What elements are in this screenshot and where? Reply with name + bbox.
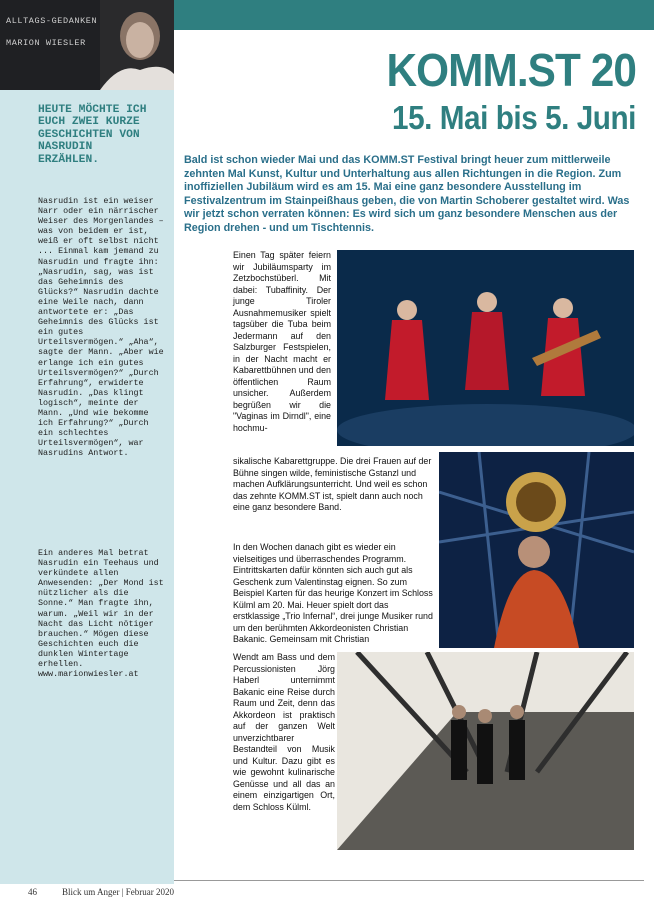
photo-stage-trio — [337, 250, 634, 446]
article-lead: Bald ist schon wieder Mai und das KOMM.ST Festival bringt heuer zum mittlerweile zehnten Mal Kunst, Kultur und Unterhaltung aus allen Richtungen in die Region. Zum inoffiziellen Jubiläum wird es am 15. Mai eine ganz besondere Ausstellung im Festivalzentrum im Stainpeißhaus geben, die von Martin Schoberer gestaltet wird. Was wir jetzt schon verraten können: Es wird sich um ganz besondere Menschen aus der Region drehen - und um Tischtennis. — [184, 154, 630, 234]
article-body-1: Einen Tag später feiern wir Jubiläumsparty im Zetzbochstüberl. Mit dabei: Tubaffinity. Der junge Tiroler Ausnahmemusiker spielt tagsüber die Tuba beim Jedermann auf den Salzburger Festspielen, in der Nacht macht er Kabarettbühnen und den öffentlichen Raum unsicher. Außerdem begrüßen wir die "Vaginas im Dirndl", eine hochmu- — [233, 250, 331, 433]
column-story-2: Ein anderes Mal betrat Nasrudin ein Teehaus und verkündete allen Anwesenden: „Der Mond ist nützlicher als die Sonne.“ Man fragte ihn, warum. „Weil wir in der Nacht das Licht nötiger brauchen.“ Mögen diese Geschichten euch die dunklen Wintertage erhellen. www.marionwiesler.at — [38, 548, 164, 680]
photo-tuba-player — [439, 452, 634, 648]
column-kicker: ALLTAGS-GEDANKEN — [6, 16, 98, 26]
column-header — [0, 0, 174, 90]
article-body-2: sikalische Kabarettgruppe. Die drei Frauen auf der Bühne singen wilde, feministische Gstanzl und machen Aufklärungsunterricht. Und weil es schon das zehnte KOMM.ST ist, spielt dann auch noch eine ganz besondere Band. — [233, 456, 432, 512]
page-number: 46 — [28, 887, 37, 897]
article-body-4: Wendt am Bass und dem Percussionisten Jörg Haberl unternimmt Bakanic eine Reise durch Raum und Zeit, denn das Akkordeon ist praktisch auf der ganzen Welt unverzichtbarer Bestandteil von Musik und Kultur. Dazu gibt es wie gewohnt kulinarische Genüsse und all das an einem einzigartigen Ort, dem Schloss Külml. — [233, 652, 335, 812]
photo-trio-infernal-bridge — [337, 652, 634, 850]
footer-rule — [174, 880, 644, 881]
article-subhead: 15. Mai bis 5. Juni — [392, 99, 636, 136]
column-author: MARION WIESLER — [6, 38, 86, 48]
author-portrait — [100, 0, 174, 90]
article-body-3: In den Wochen danach gibt es wieder ein vielseitiges und überraschendes Programm. Eintrittskarten dafür könnten sich auch gut als Geschenk zum Valentinstag eignen. So zum Beispiel Karten für das heurige Konzert im Schloss Külml am 20. Mai. Heuer spielt dort das erstklassige „Trio Infernal“, drei junge Musiker rund um den berühmten Akkordeonisten Christian Bakanic. Gemeinsam mit Christian — [233, 542, 433, 644]
header-band — [174, 0, 654, 30]
magazine-footer: Blick um Anger | Februar 2020 — [62, 887, 175, 897]
article-headline: KOMM.ST 20 — [386, 44, 636, 96]
column-story-1: Nasrudin ist ein weiser Narr oder ein närrischer Weiser des Morgenlandes – was von beidem er ist, weiß er oft selbst nicht ... Einmal kam jemand zu Nasrudin und fragte ihn: „Nasrudin, sag, was ist das Geheimnis des Glücks?“ Nasrudin dachte eine Weile nach, dann antwortete er: „Das Geheimnis des Glücks ist ein gutes Urteilsvermögen.“ „Aha“, sagte der Mann. „Aber wie erlange ich ein gutes Urteilsvermögen?“ „Durch Erfahrung“, erwiderte Nasrudin. „Das klingt logisch“, meinte der Mann. „Und wie bekomme ich Erfahrung?“ „Durch ein schlechtes Urteilsvermögen“, war Nasrudins Antwort. — [38, 196, 164, 459]
column-intro: HEUTE MÖCHTE ICH EUCH ZWEI KURZE GESCHICHTEN VON NASRUDIN ERZÄHLEN. — [38, 104, 147, 166]
